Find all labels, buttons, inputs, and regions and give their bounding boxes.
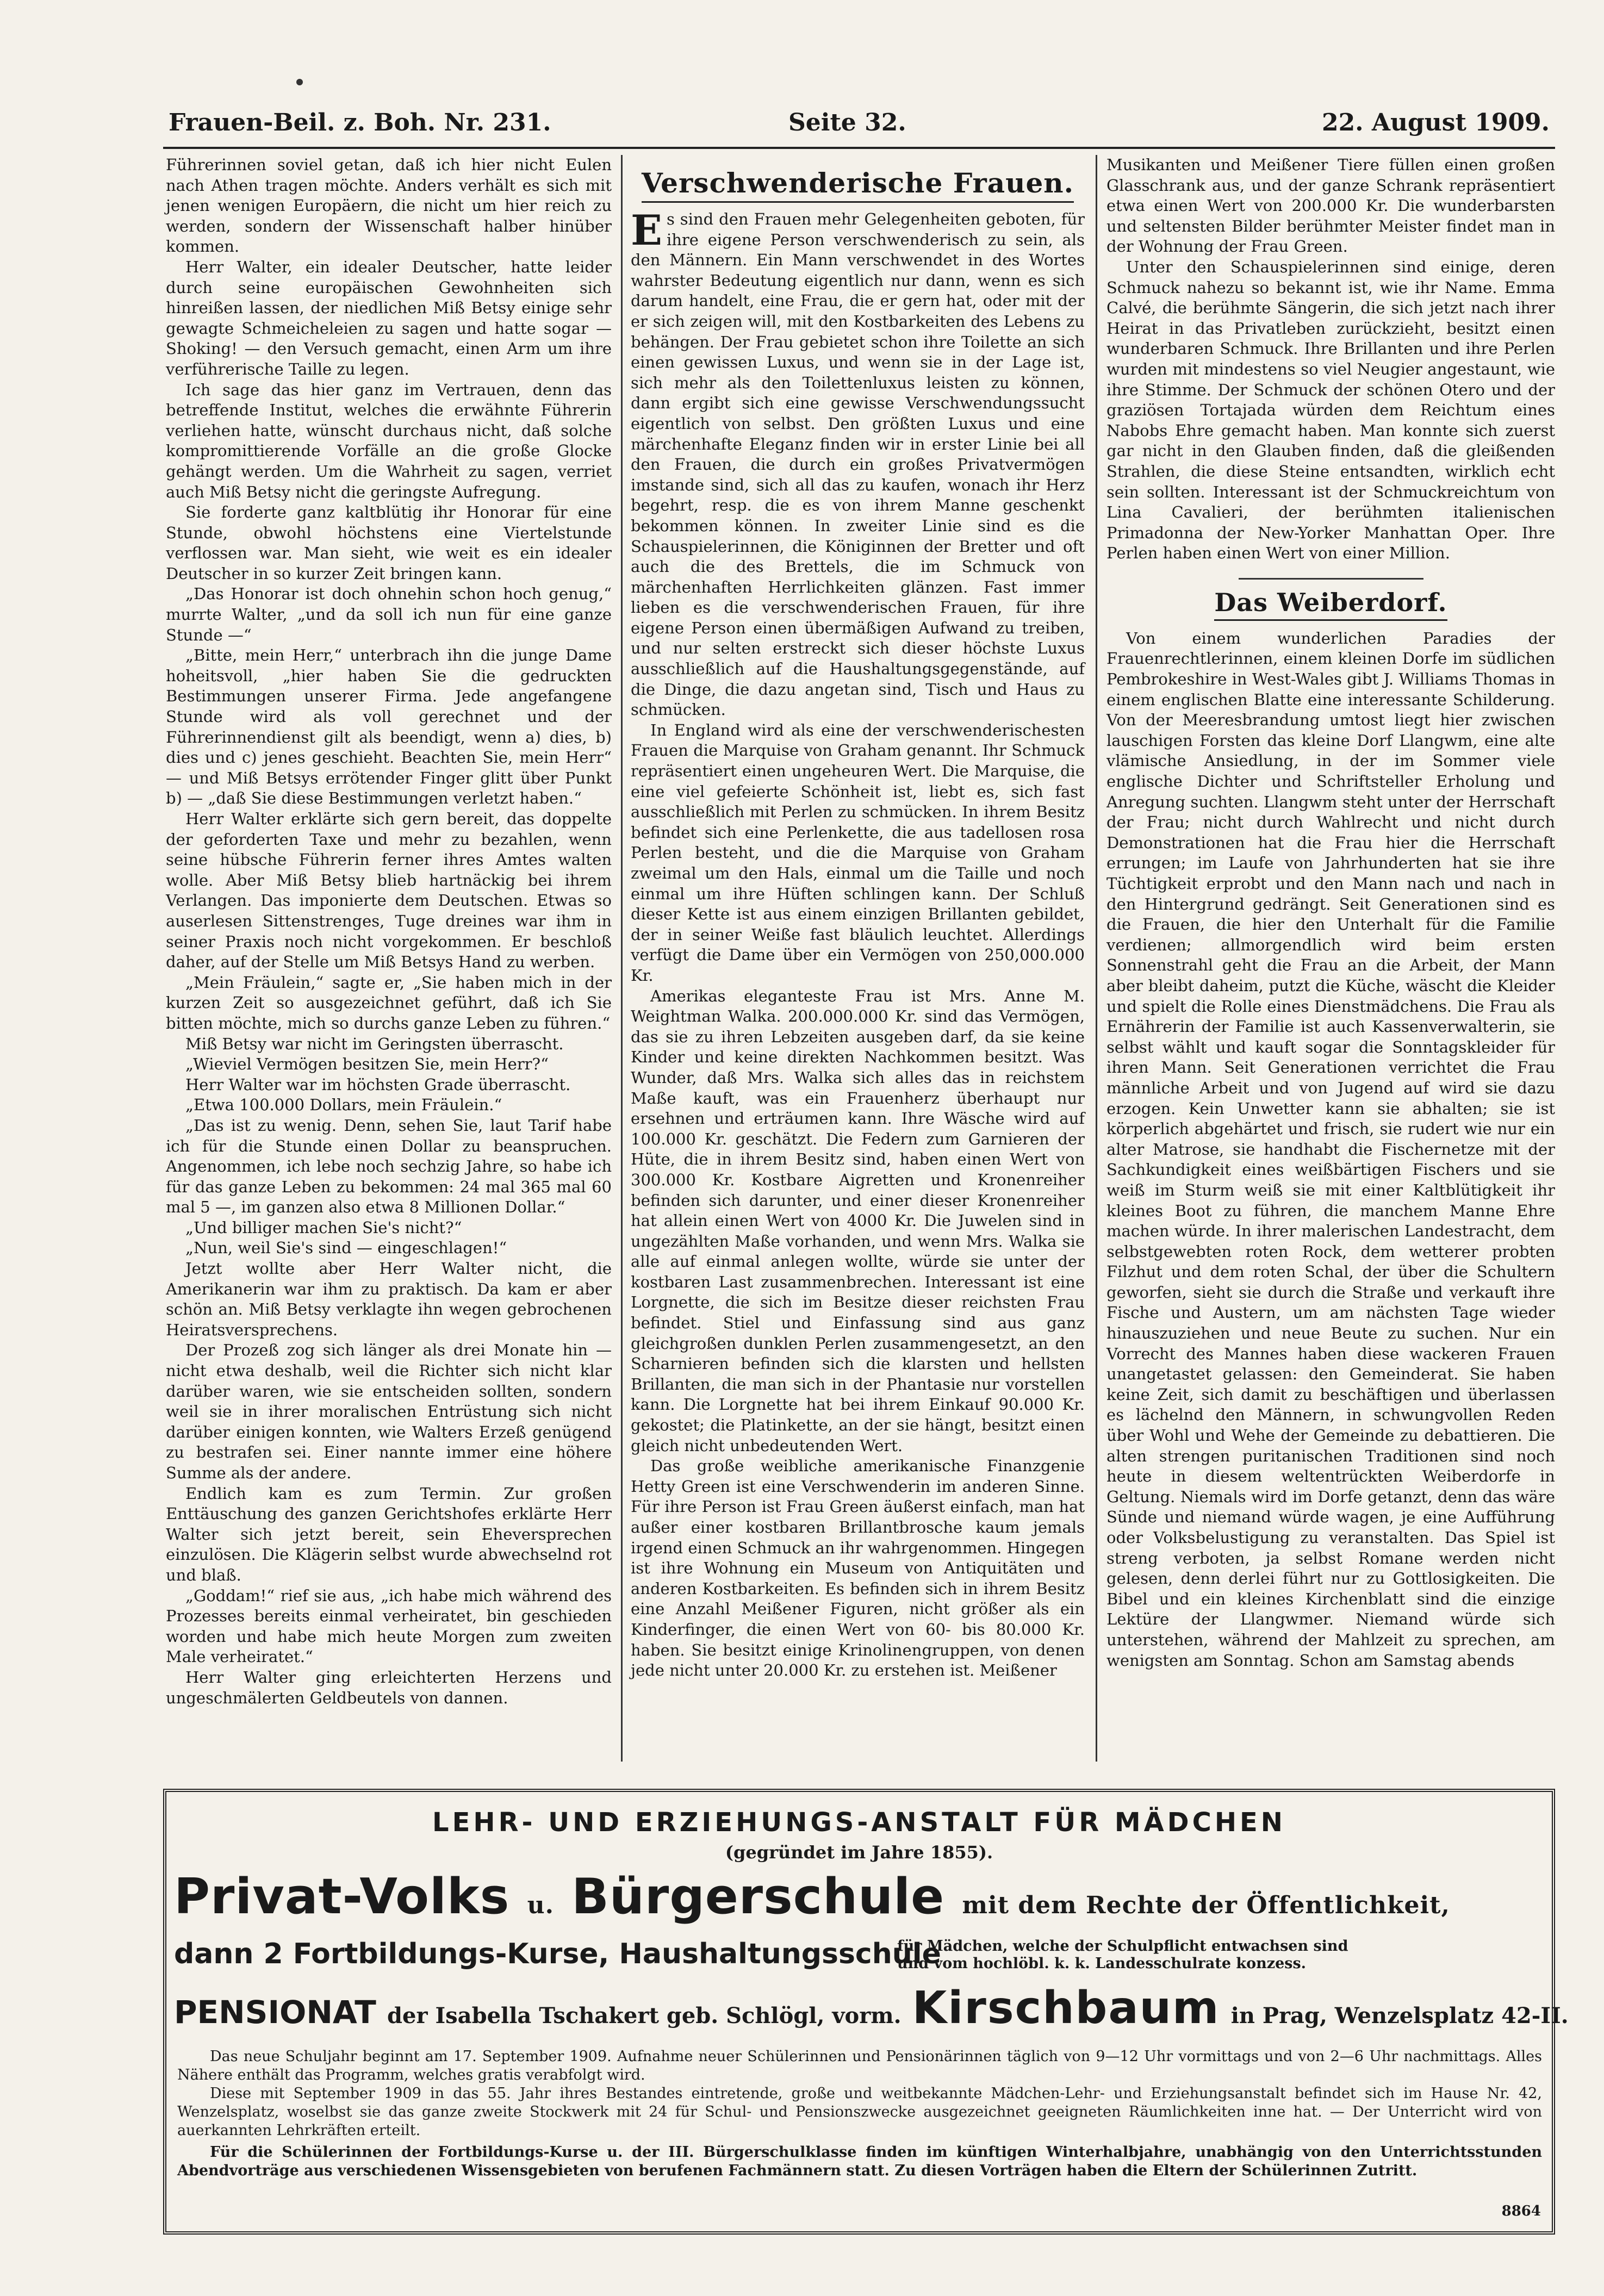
ad-paragraph: Diese mit September 1909 in das 55. Jahr ihres Bestandes eintretende, große und weitbekannte Mädchen-Lehr- und Erziehungsanstalt befindet sich im Hause Nr. 42, Wenzelsplatz, woselbst sie das ganze zweite Stockwerk mit 24 für Schul- und Pensionszwecke ausgezeichnet geeigneten Räumlichkeiten inne hat. — Der Unterricht wird von auerkannten Lehrkräften erteilt. [177,2085,1542,2139]
ad-school-name-c: mit dem Rechte der Öffentlichkeit, [962,1891,1450,1919]
ad-school-name-a: Privat-Volks [174,1868,510,1925]
header-publication: Frauen-Beil. z. Boh. Nr. 231. [169,109,551,136]
ad-pensionat-former: Kirschbaum [912,1982,1220,2034]
article-separator [1239,578,1423,580]
paragraph: Amerikas eleganteste Frau ist Mrs. Anne M. Weightman Walka. 200.000.000 Kr. sind das Vermögen, das sie zu ihren Lebzeiten ausgeben darf, da sie keine Kinder und keine direkten Nachkommen besitzt. Was Wunder, daß Mrs. Walka sich alles das in reichstem Maße kauft, was ein Frauenherz überhaupt nur ersehnen und erträumen kann. Ihre Wäsche wird auf 100.000 Kr. geschätzt. Die Federn zum Garnieren der Hüte, die in ihrem Besitz sind, haben einen Wert von 300.000 Kr. Kostbare Aigretten und Kronenreiher befinden sich darunter, und einer dieser Kronenreiher hat allein einen Wert von 4000 Kr. Die Juwelen sind in ungezählten Maße vorhanden, und wenn Mrs. Walka sie alle auf einmal anlegen wollte, würde sie unter der kostbaren Last zusammenbrechen. Interessant ist eine Lorgnette, die sich im Besitze dieser reichsten Frau befindet. Stiel und Einfassung sind aus ganz gleichgroßen dunklen Perlen zusammengesetzt, an den Scharnieren befinden sich die klarsten und hellsten Brillanten, die man sich in der Phantasie nur vorstellen kann. Die Lorgnette hat bei ihrem Einkauf 90.000 Kr. gekostet; die Platinkette, an der sie hängt, besitzt einen gleich nicht unbedeutenden Wert. [631,986,1085,1455]
column-3 [1106,155,1555,1671]
paragraph: Herr Walter, ein idealer Deutscher, hatte leider durch seine europäischen Gewohnheiten sich hinreißen lassen, der niedlichen Miß Betsy einige sehr gewagte Schmeicheleien zu sagen und hatte sogar — Shoking! — den Versuch gemacht, einen Arm um ihre verführerische Taille zu legen. [166,257,612,378]
paragraph: Miß Betsy war nicht im Geringsten überrascht. [185,1034,564,1053]
paragraph [631,206,1085,720]
ad-school-name-u: u. [527,1891,554,1919]
ad-body [177,2048,1542,2180]
paragraph: „Nun, weil Sie's sind — eingeschlagen!“ [185,1239,507,1258]
article-title [1106,586,1555,619]
paragraph: Unter den Schauspielerinnen sind einige, deren Schmuck nahezu so bekannt ist, wie ihr Name. Emma Calvé, die berühmte Sängerin, die sich jetzt nach ihrer Heirat in das Privatleben zurückzieht, besitzt einen wunderbaren Schmuck. Ihre Brillanten und ihre Perlen wurden mit mindestens so viel Neugier angestaunt, wie ihre Stimme. Der Schmuck der schönen Otero und der graziösen Tortajada würden dem Reichtum eines Nabobs Ehre gemacht haben. Man konnte sich zuerst gar nicht in den Glauben finden, daß die gleißenden Strahlen, die diese Steine entsandten, wirklich echt sein sollten. Interessant ist der Schmuckreichtum von Lina Cavalieri, der berühmten italienischen Primadonna der New-Yorker Manhattan Oper. Ihre Perlen haben einen Wert von einer Million. [1106,257,1555,563]
paragraph: Das große weibliche amerikanische Finanzgenie Hetty Green ist eine Verschwenderin im anderen Sinne. Für ihre Person ist Frau Green äußerst einfach, man hat außer einer kostbaren Brillantbrosche kaum jemals irgend einen Schmuck an ihr wahrgenommen. Hingegen ist ihre Wohnung ein Museum von Antiquitäten und anderen Kostbarkeiten. Es befinden sich in ihrem Besitz eine Anzahl Meißener Figuren, nicht größer als ein Kinderfinger, die einen Wert von 60- bis 80.000 Kr. haben. Sie besitzt einige Krinolinengruppen, von denen jede nicht unter 20.000 Kr. zu erstehen ist. Meißener [631,1457,1085,1680]
paragraph: „Etwa 100.000 Dollars, mein Fräulein.“ [185,1096,502,1115]
ad-founded: (gegründet im Jahre 1855). [725,1842,993,1863]
ad-courses [174,1938,1559,1970]
paragraph: „Bitte, mein Herr,“ unterbrach ihn die junge Dame hoheitsvoll, „hier haben Sie die gedruckten Bestimmungen unserer Firma. Jede angefangene Stunde wird als voll gerechnet und der Führerinnendienst gilt als beendigt, wenn a) dies, b) dies und c) jenes geschieht. Beachten Sie, mein Herr“ — und Miß Betsys errötender Finger glitt über Punkt b) — „daß Sie diese Bestimmungen verletzt haben.“ [166,646,612,808]
ad-school-name [174,1868,1559,1925]
ad-courses-fine [897,1938,1348,1973]
paragraph: „Und billiger machen Sie's nicht?“ [185,1218,462,1237]
column-divider [621,155,623,1762]
paragraph: „Wieviel Vermögen besitzen Sie, mein Herr?“ [185,1055,549,1074]
ad-courses-fine-2: und vom hochlöbl. k. k. Landesschulrate konzess. [897,1955,1307,1972]
ad-code: 8864 [1501,2203,1541,2219]
header-date: 22. August 1909. [1322,109,1550,136]
advertisement-box [163,1789,1569,2235]
paragraph: Sie forderte ganz kaltblütig ihr Honorar für eine Stunde, obwohl höchstens eine Viertelstunde verflossen war. Man sieht, wie weit es ein idealer Deutscher in so kurzer Zeit bringen kann. [166,503,612,583]
article-title [631,167,1085,200]
paragraph: Herr Walter ging erleichterten Herzens und ungeschmälerten Geldbeutels von dannen. [166,1667,612,1707]
paragraph: Herr Walter erklärte sich gern bereit, das doppelte der geforderten Taxe und mehr zu bezahlen, wenn seine hübsche Führerin ferner ihres Amtes walten wolle. Aber Miß Betsy blieb hartnäckig bei ihrem Verlangen. Das imponierte dem Deutschen. Etwas so auserlesen Sittenstrenges, Tuge dreines war ihm in seiner Praxis noch nicht vorgekommen. Er beschloß daher, auf der Stelle um Miß Betsys Hand zu werben. [166,810,612,972]
paragraph: In England wird als eine der verschwenderischesten Frauen die Marquise von Graham genannt. Ihr Schmuck repräsentiert einen ungeheuren Wert. Die Marquise, die eine viel gefeierte Schönheit ist, liebt es, sich fast ausschließlich mit Perlen zu schmücken. In ihrem Besitz befindet sich eine Perlenkette, die aus tadellosen rosa Perlen besteht, und die die Marquise von Graham zweimal um den Hals, einmal um die Taille und noch einmal um ihre Hüften schlingen kann. Der Schluß dieser Kette ist aus einem einzigen Brillanten gebildet, der in seiner Weiße fast bläulich leuchtet. Allerdings verfügt die Dame über ein Vermögen von 250,000.000 Kr. [631,720,1085,985]
page-header [163,103,1555,141]
paragraph: „Das ist zu wenig. Denn, sehen Sie, laut Tarif habe ich für die Stunde einen Dollar zu beanspruchen. Angenommen, ich lebe noch sechzig Jahre, so habe ich für das ganze Leben zu bekommen: 24 mal 365 mal 60 mal 5 —, im ganzen also etwa 8 Millionen Dollar.“ [166,1116,612,1217]
paragraph: Musikanten und Meißener Tiere füllen einen großen Glasschrank aus, und der ganze Schrank repräsentiert etwa einen Wert von 200.000 Kr. Die wunderbarsten und seltensten Bilder berühmter Meister findet man in der Wohnung der Frau Green. [1106,155,1555,256]
ad-pensionat-address: in Prag, Wenzelsplatz 42-II. [1230,2003,1569,2029]
ink-dot [296,79,303,85]
paragraph: „Mein Fräulein,“ sagte er, „Sie haben mich in der kurzen Zeit so ausgezeichnet geführt, daß ich Sie bitten möchte, mich so durchs ganze Leben zu führen.“ [166,973,612,1032]
ad-courses-fine-1: für Mädchen, welche der Schulpflicht entwachsen sind [897,1938,1348,1955]
ad-pensionat-label: PENSIONAT [174,1994,376,2031]
paragraph: Endlich kam es zum Termin. Zur großen Enttäuschung des ganzen Gerichtshofes erklärte Herr Walter sich jetzt bereit, sein Eheversprechen einzulösen. Die Klägerin selbst wurde abwechselnd rot und blaß. [166,1484,612,1584]
ad-courses-text: dann 2 Fortbildungs-Kurse, Haushaltungsschule [174,1938,941,1970]
ad-pensionat-owner: der Isabella Tschakert geb. Schlögl, vorm. [387,2003,902,2029]
article-title-text: Verschwenderische Frauen. [642,167,1074,203]
column-1 [166,155,612,1708]
paragraph: Der Prozeß zog sich länger als drei Monate hin — nicht etwa deshalb, weil die Richter sich nicht klar darüber waren, wie sie entscheiden sollten, sondern weil sie in ihrer moralischen Entrüstung sich nicht darüber einigen konnten, wie Walters Erzeß genügend zu bestrafen sei. Einer nannte immer eine höhere Summe als der andere. [166,1341,612,1482]
article-title-text: Das Weiberdorf. [1214,588,1447,621]
paragraph: Führerinnen soviel getan, daß ich hier nicht Eulen nach Athen tragen möchte. Anders verhält es sich mit jenen wenigen Europäern, die nicht um hier reich zu werden, sondern der Wissenschaft halber hinüber kommen. [166,155,612,256]
paragraph: „Das Honorar ist doch ohnehin schon hoch genug,“ murrte Walter, „und da soll ich nun für eine ganze Stunde —“ [166,584,612,644]
ad-heading: LEHR- UND ERZIEHUNGS-ANSTALT FÜR MÄDCHEN [432,1807,1286,1838]
ad-pensionat [174,1982,1569,2034]
paragraph: Ich sage das hier ganz im Vertrauen, denn das betreffende Institut, welches die erwähnte Führerin verliehen hatte, wünscht durchaus nicht, daß solche kompromittierende Vorfälle an die große Glocke gehängt werden. Um die Wahrheit zu sagen, verriet auch Miß Betsy nicht die geringste Aufregung. [166,380,612,501]
header-page-number: Seite 32. [788,109,906,136]
paragraph: Jetzt wollte aber Herr Walter nicht, die Amerikanerin war ihm zu praktisch. Da kam er aber schön an. Miß Betsy verklagte ihn wegen gebrochenen Heiratsversprechens. [166,1259,612,1339]
paragraph: „Goddam!“ rief sie aus, „ich habe mich während des Prozesses bereits einmal verheiratet, bin geschieden worden und habe mich heute Morgen zum zweiten Male verheiratet.“ [166,1586,612,1666]
column-2 [631,155,1085,1681]
header-rule [163,147,1555,149]
column-divider [1096,155,1097,1762]
ad-paragraph: Für die Schülerinnen der Fortbildungs-Kurse u. der III. Bürgerschulklasse finden im künftigen Winterhalbjahre, unabhängig von den Unterrichtsstunden Abendvorträge aus verschiedenen Wissensgebieten von berufenen Fachmännern statt. Zu diesen Vorträgen haben die Eltern der Schülerinnen Zutritt. [177,2144,1542,2179]
paragraph: Herr Walter war im höchsten Grade überrascht. [185,1075,571,1094]
paragraph-text: s sind den Frauen mehr Gelegenheiten geboten, für ihre eigene Person verschwenderisch zu sein, als den Männern. Ein Mann verschwendet in des Wortes wahrster Bedeutung eigentlich nur dann, wenn es sich darum handelt, eine Frau, die er gern hat, oder mit der er sich zeigen will, mit den Kostbarkeiten des Lebens zu behängen. Der Frau gebietet schon ihre Toilette an sich einen gewissen Luxus, und wenn sie in der Lage ist, sich mehr als den Toilettenluxus leisten zu können, dann ergibt sich eine gewisse Verschwendungssucht eigentlich von selbst. Den größten Luxus und eine märchenhafte Eleganz finden wir in erster Linie bei all den Frauen, die durch ein großes Privatvermögen imstande sind, sich all das zu kaufen, wonach ihr Herz begehrt, resp. die es von ihrem Manne geschenkt bekommen können. In zweiter Linie sind es die Schauspielerinnen, die Königinnen der Bretter und oft auch die des Brettels, die im Schmuck von märchenhaften Herrlichkeiten glänzen. Fast immer lieben es die verschwenderischen Frauen, für ihre eigene Person einen übermäßigen Aufwand zu treiben, und nur selten erstreckt sich dieser höchste Luxus ausschließlich auf die Haushaltungsgegenstände, auf die Dinge, die dazu angetan sind, Tisch und Haus zu schmücken. [631,210,1085,719]
drop-cap: E [631,206,662,254]
paragraph: Von einem wunderlichen Paradies der Frauenrechtlerinnen, einem kleinen Dorfe im südlichen Pembrokeshire in West-Wales gibt J. Williams Thomas in einem englischen Blatte eine interessante Schilderung. Von der Meeresbrandung umtost liegt hier zwischen lauschigen Forsten das kleine Dorf Llangwm, eine alte vlämische Ansiedlung, in der im Sommer viele englische Dichter und Schriftsteller Erholung und Anregung suchten. Llangwm steht unter der Herrschaft der Frau; nicht durch Wahlrecht und nicht durch Demonstrationen hat die Frau hier die Herrschaft errungen; im Laufe von Jahrhunderten hat sie ihre Tüchtigkeit erprobt und den Mann nach und nach in den Hintergrund gedrängt. Seit Generationen sind es die Frauen, die hier den Unterhalt für die Familie verdienen; allmorgendlich wird beim ersten Sonnenstrahl geht die Frau an die Arbeit, der Mann aber bleibt daheim, putzt die Küche, wäscht die Kleider und spielt die Rolle eines Dienstmädchens. Die Frau als Ernährerin der Familie ist auch Kassenverwalterin, sie selbst wählt und kauft sogar die Sonntagskleider für ihren Mann. Seit Generationen verrichtet die Frau männliche Arbeit und von Jugend auf wird sie dazu erzogen. Kein Unwetter kann sie abhalten; sie ist körperlich abgehärtet und frisch, sie rudert wie nur ein alter Matrose, sie handhabt die Fischernetze mit der Sachkundigkeit eines weißbärtigen Fischers und sie weiß im Sturm weiß sie mit einer Kaltblütigkeit ihr kleines Boot zu führen, die manchem Manne Ehre machen würde. In ihrer malerischen Landestracht, dem selbstgewebten roten Rock, dem wetterer probten Filzhut und dem roten Schal, der über die Schultern geworfen, sieht sie durch die Straße und verkauft ihre Fische und Austern, um am nächsten Tage wieder hinauszuziehen und neue Beute zu suchen. Nur ein Vorrecht des Mannes haben diese wackeren Frauen unangetastet gelassen: den Gemeinderat. Sie haben keine Zeit, sich damit zu beschäftigen und überlassen es lächelnd den Männern, in schwungvollen Reden über Wohl und Wehe der Gemeinde zu debattieren. Die alten strengen puritanischen Traditionen sind noch heute in diesem weltentrückten Weiberdorfe in Geltung. Niemals wird im Dorfe getanzt, denn das wäre Sünde und niemand würde wagen, je eine Aufführung oder Volksbelustigung zu veranstalten. Das Spiel ist streng verboten, ja selbst Romane werden nicht gelesen, denn derlei führt nur zu Gottlosigkeiten. Die Bibel und ein kleines Kirchenblatt sind die einzige Lektüre der Llangwmer. Niemand würde sich unterstehen, während der Mahlzeit zu sprechen, am wenigsten am Sonntag. Schon am Samstag abends [1106,629,1555,1670]
ad-school-name-b: Bürgerschule [571,1868,945,1925]
ad-paragraph: Das neue Schuljahr beginnt am 17. September 1909. Aufnahme neuer Schülerinnen und Pensionärinnen täglich von 9—12 Uhr vormittags und von 2—6 Uhr nachmittags. Alles Nähere enthält das Programm, welches gratis verabfolgt wird. [177,2048,1542,2083]
